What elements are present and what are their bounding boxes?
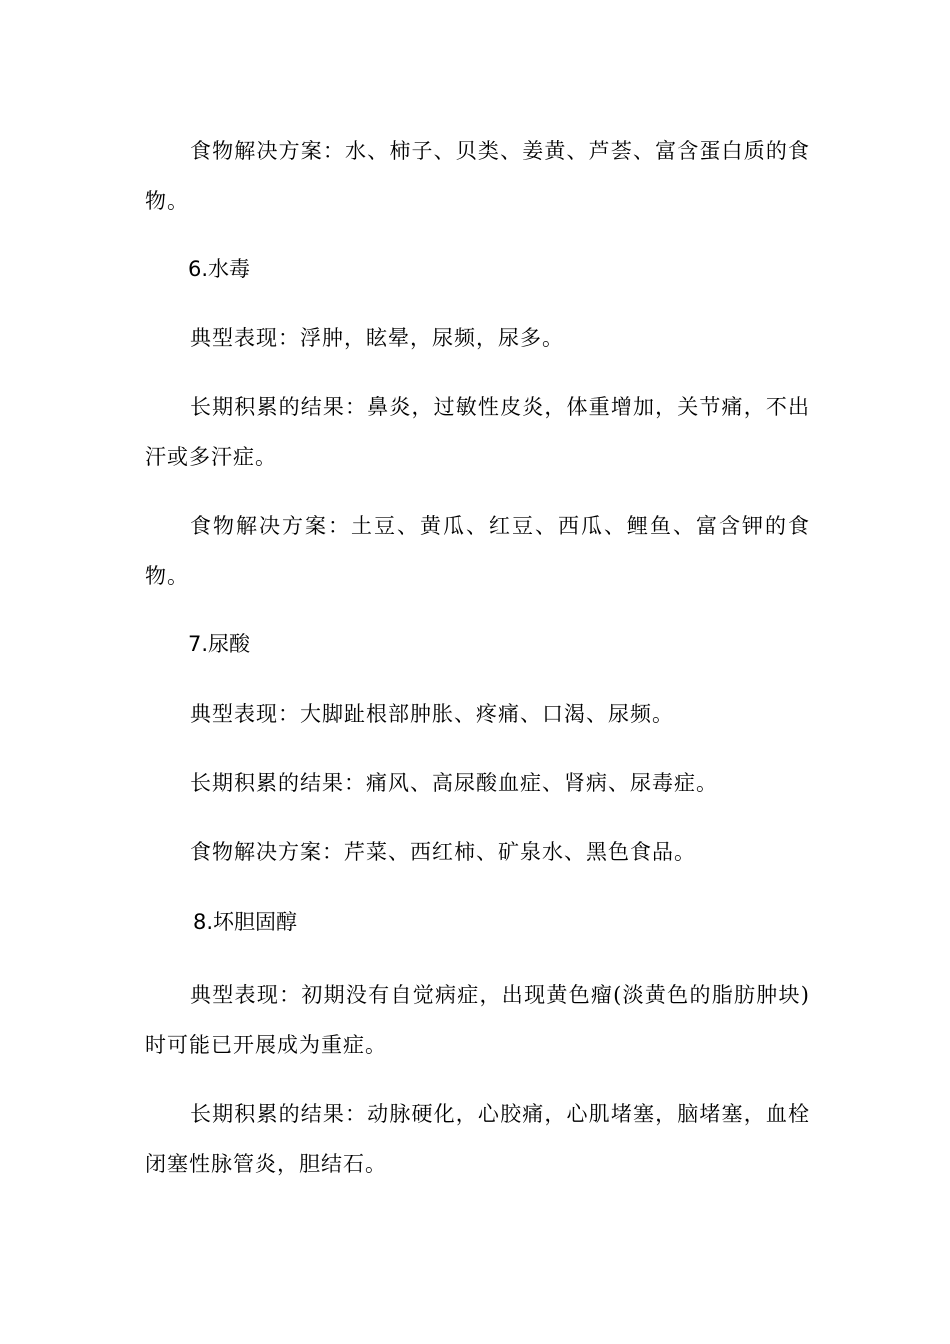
section-7-typical-symptoms: 典型表现：大脚趾根部肿胀、疼痛、口渴、尿频。 <box>190 702 674 726</box>
section-5-food-solution: 食物解决方案：水、柿子、贝类、姜黄、芦荟、富含蛋白质的食物。 <box>145 139 810 213</box>
section-6-food-solution: 食物解决方案：土豆、黄瓜、红豆、西瓜、鲤鱼、富含钾的食物。 <box>145 514 810 588</box>
section-6-typical-symptoms: 典型表现：浮肿，眩晕，尿频，尿多。 <box>190 326 564 350</box>
section-8-long-term-results: 长期积累的结果：动脉硬化，心胶痛，心肌堵塞，脑堵塞，血栓闭塞性脉管炎，胆结石。 <box>145 1102 810 1176</box>
section-7-heading: 7.尿酸 <box>188 632 251 656</box>
section-8-heading: 8.坏胆固醇 <box>193 910 298 934</box>
section-6-long-term-results: 长期积累的结果：鼻炎，过敏性皮炎，体重增加，关节痛，不出汗或多汗症。 <box>145 395 810 469</box>
section-7-food-solution: 食物解决方案：芹菜、西红柿、矿泉水、黑色食品。 <box>190 840 696 864</box>
section-7-long-term-results: 长期积累的结果：痛风、高尿酸血症、肾病、尿毒症。 <box>190 771 718 795</box>
section-8-typical-symptoms: 典型表现：初期没有自觉病症，出现黄色瘤(淡黄色的脂肪肿块)时可能已开展成为重症。 <box>145 983 810 1057</box>
section-6-heading: 6.水毒 <box>188 257 251 281</box>
